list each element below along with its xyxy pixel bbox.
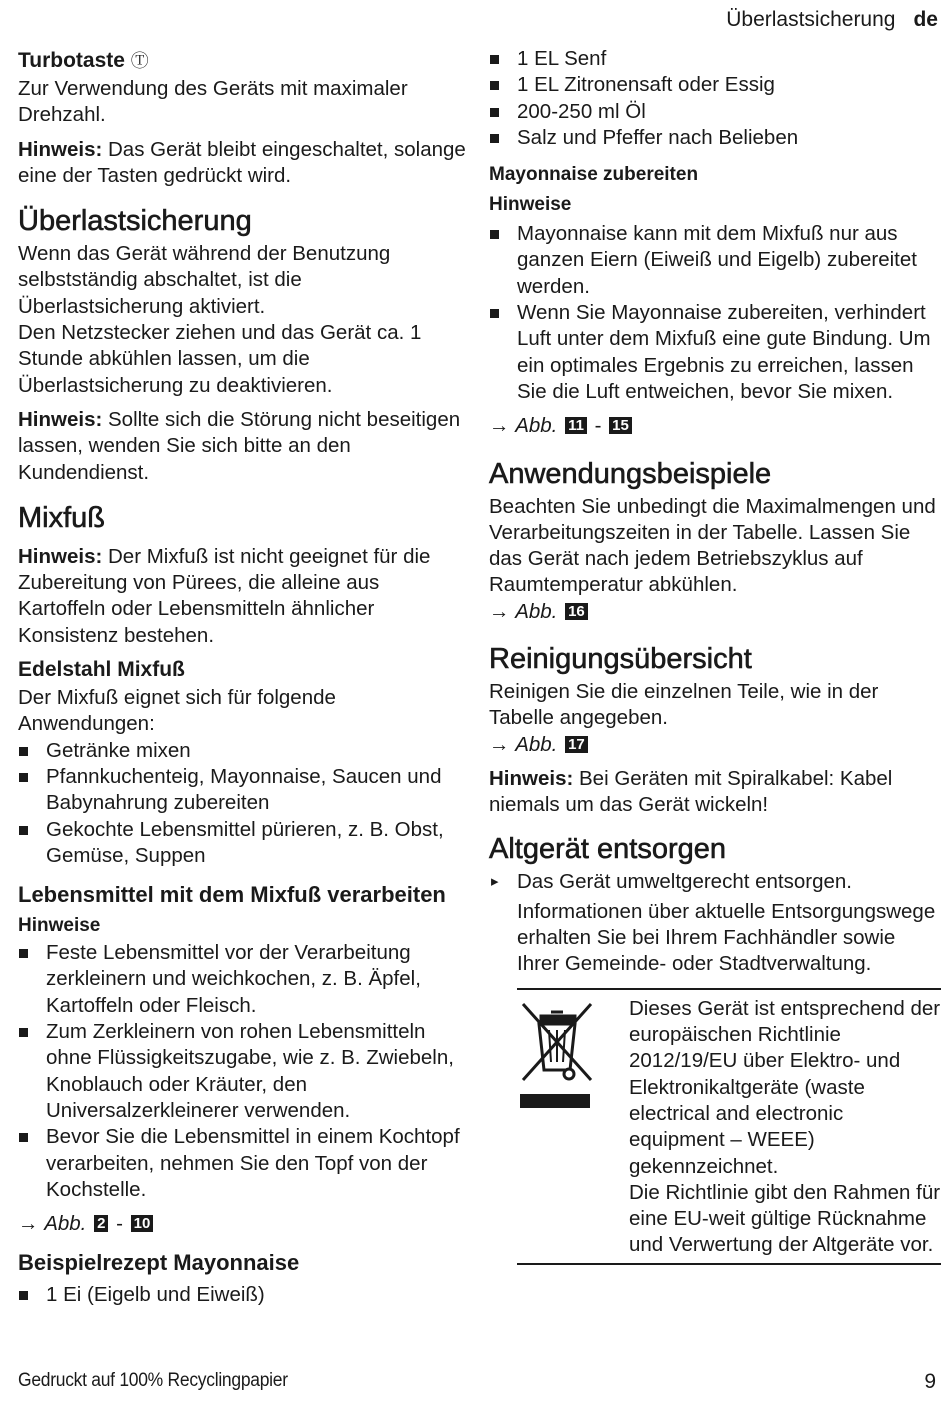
figure-badge: 10 [131, 1215, 154, 1232]
recipe-title: Beispielrezept Mayonnaise [18, 1250, 300, 1276]
turbo-note: Hinweis: Das Gerät bleibt eingeschaltet, solange eine der Tasten gedrückt wird. [18, 137, 466, 187]
mayo-figure-ref: → Abb. 11 - 15 [489, 413, 941, 439]
list-item: Salz und Pfeffer nach Belieben [489, 125, 941, 151]
figure-badge: 17 [565, 736, 588, 753]
header-lang: de [913, 8, 938, 31]
examples-text: Beachten Sie unbedingt die Maximalmengen und Verarbeitungszeiten in der Tabelle. Lassen Sie das Gerät nach jedem Betriebszyklus auf Raumtemperatur abkühlen. [489, 494, 936, 597]
list-item: Pfannkuchenteig, Mayonnaise, Saucen und Babynahrung zubereiten [18, 764, 470, 817]
edelstahl-title: Edelstahl Mixfuß [18, 658, 185, 682]
disposal-list [489, 869, 941, 895]
disposal-title: Altgerät entsorgen [489, 832, 726, 865]
cleaning-text: Reinigen Sie die einzelnen Teile, wie in der Tabelle angegeben. [489, 680, 879, 730]
overload-text-2: Den Netzstecker ziehen und das Gerät ca. 1 Stunde abkühlen lassen, um die Überlastsicherung zu deaktivieren. [18, 321, 422, 397]
footer-note: Gedruckt auf 100% Recyclingpapier [18, 1370, 288, 1391]
process-hints-title: Hinweise [18, 915, 101, 937]
list-item: 1 EL Senf [489, 46, 941, 72]
list-item: 1 EL Zitronensaft oder Essig [489, 72, 941, 98]
list-item: Bevor Sie die Lebensmittel in einem Kochtopf verarbeiten, nehmen Sie den Topf von der Kochstelle. [18, 1124, 470, 1203]
overload-note: Hinweis: Sollte sich die Störung nicht beseitigen lassen, wenden Sie sich bitte an den Kundendienst. [18, 407, 461, 484]
weee-text-1: Dieses Gerät ist entsprechend der europäischen Richtlinie 2012/19/EU über Elektro- und Elektronikaltgeräte (waste electrical and electronic equipment – WEEE) gekennzeichnet. [629, 996, 941, 1178]
page-number: 9 [924, 1370, 936, 1393]
disposal-text: Informationen über aktuelle Entsorgungswege erhalten Sie bei Ihrem Fachhändler sowie Ihrer Gemeinde- oder Stadtverwaltung. [517, 899, 936, 976]
list-item: Mayonnaise kann mit dem Mixfuß nur aus ganzen Eiern (Eiweiß und Eigelb) zubereitet werden. [489, 221, 941, 300]
crossed-out-wheelie-bin-icon [517, 996, 629, 1259]
list-item: Getränke mixen [18, 738, 470, 764]
examples-title: Anwendungsbeispiele [489, 457, 772, 490]
list-item: ▸ Das Gerät umweltgerecht entsorgen. [489, 869, 941, 895]
header-section: Überlastsicherung [726, 8, 896, 31]
recipe-list-right [489, 46, 941, 151]
cleaning-note: Hinweis: Bei Geräten mit Spiralkabel: Kabel niemals um das Gerät wickeln! [489, 766, 893, 817]
figure-badge: 16 [565, 603, 588, 620]
mayo-hints-title: Hinweise [489, 194, 572, 216]
list-item: Feste Lebensmittel vor der Verarbeitung zerkleinern und weichkochen, z. B. Äpfel, Kartoffeln oder Fleisch. [18, 940, 470, 1019]
weee-text [629, 996, 941, 1259]
list-item: 200-250 ml Öl [489, 99, 941, 125]
mixfuss-note: Hinweis: Der Mixfuß ist nicht geeignet für die Zubereitung von Pürees, die alleine aus Kartoffeln oder Lebensmitteln ähnlicher Konsistenz bestehen. [18, 544, 431, 647]
process-figure-ref: → Abb. 2 - 10 [18, 1211, 470, 1237]
edelstahl-text: Der Mixfuß eignet sich für folgende Anwendungen: [18, 686, 336, 736]
figure-badge: 11 [565, 417, 587, 434]
cleaning-title: Reinigungsübersicht [489, 643, 752, 676]
turbo-symbol-icon: Ⓣ [130, 51, 149, 71]
process-list [18, 940, 470, 1203]
left-column [18, 46, 470, 1317]
mixfuss-title: Mixfuß [18, 501, 105, 534]
recipe-list-left [18, 1282, 470, 1308]
list-item: 1 Ei (Eigelb und Eiweiß) [18, 1282, 470, 1308]
mayo-title: Mayonnaise zubereiten [489, 164, 699, 186]
turbo-title: Turbotaste Ⓣ [18, 49, 149, 72]
cleaning-figure-ref: → Abb. 17 [489, 732, 941, 758]
weee-notice [517, 988, 941, 1265]
weee-text-2: Die Richtlinie gibt den Rahmen für eine EU-weit gültige Rücknahme und Verwertung der Altgeräte vor. [629, 1180, 941, 1257]
process-title: Lebensmittel mit dem Mixfuß verarbeiten [18, 882, 446, 908]
mayo-list [489, 221, 941, 405]
examples-figure-ref: → Abb. 16 [489, 599, 941, 625]
overload-text-1: Wenn das Gerät während der Benutzung selbstständig abschaltet, ist die Überlastsicherung aktiviert. [18, 242, 391, 318]
list-item: Gekochte Lebensmittel pürieren, z. B. Obst, Gemüse, Suppen [18, 817, 470, 870]
list-item: Wenn Sie Mayonnaise zubereiten, verhindert Luft unter dem Mixfuß eine gute Bindung. Um ein optimales Ergebnis zu erreichen, lassen Sie die Luft entweichen, bevor Sie mixen. [489, 300, 941, 405]
turbo-text: Zur Verwendung des Geräts mit maximaler Drehzahl. [18, 77, 408, 127]
figure-badge: 15 [609, 417, 632, 434]
right-column [489, 46, 941, 1265]
figure-badge: 2 [94, 1215, 108, 1232]
edelstahl-list [18, 738, 470, 869]
list-item: Zum Zerkleinern von rohen Lebensmitteln ohne Flüssigkeitszugabe, wie z. B. Zwiebeln, Knoblauch oder Kräuter, den Universalzerkleinerer verwenden. [18, 1019, 470, 1124]
overload-title: Überlastsicherung [18, 205, 252, 238]
page-header [726, 8, 938, 32]
